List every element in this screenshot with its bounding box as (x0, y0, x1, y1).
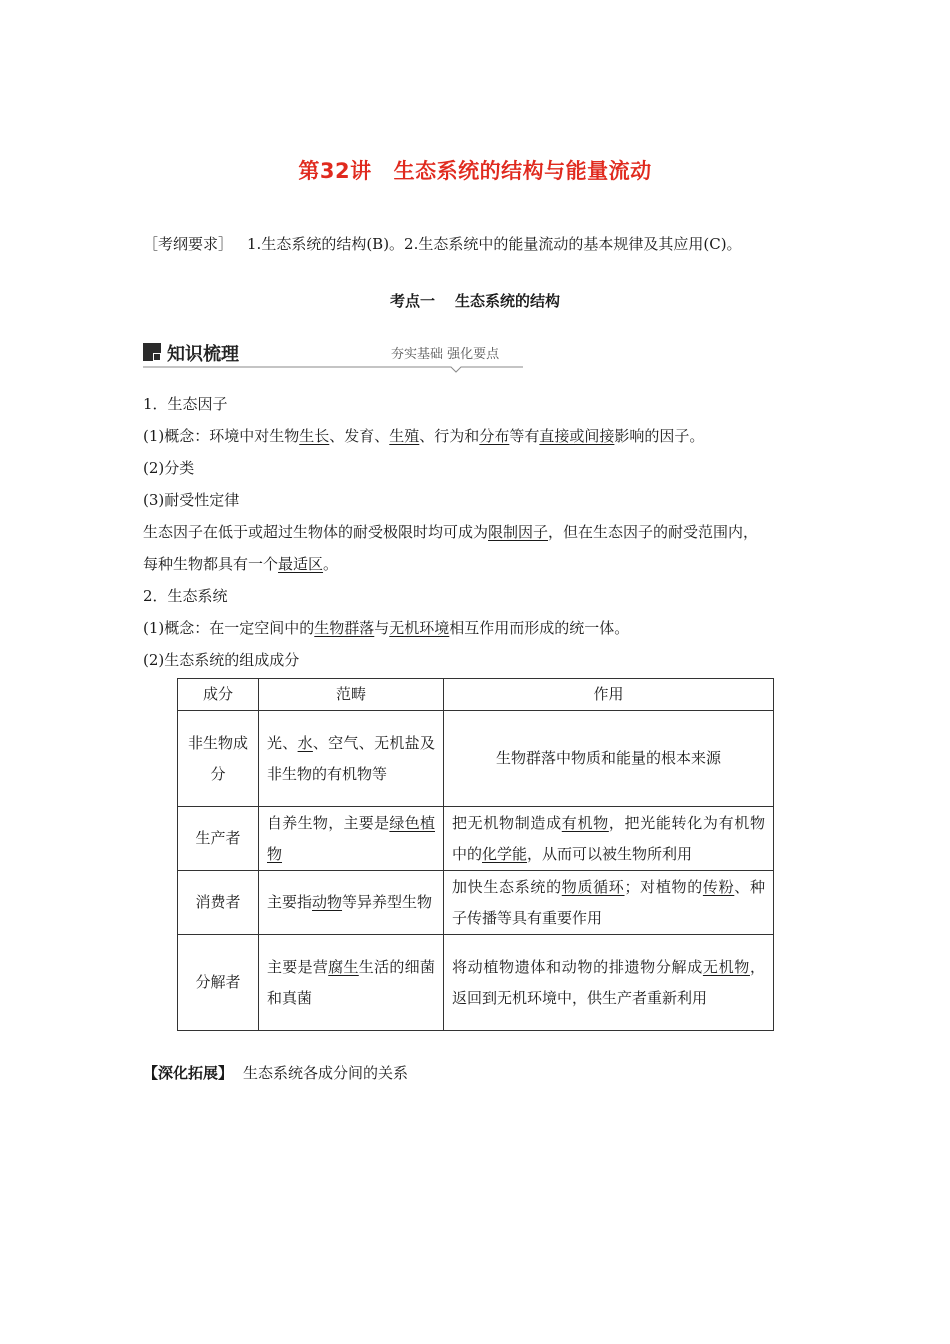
table-row (178, 807, 774, 871)
keyword: 无机物 (702, 957, 750, 976)
deepen-text: 生态系统各成分间的关系 (243, 1064, 409, 1082)
component-role: 生物群落中物质和能量的根本来源 (444, 711, 774, 807)
component-role: 将动植物遗体和动物的排遗物分解成无机物，返回到无机环境中，供生产者重新利用 (444, 935, 774, 1031)
keyword: 生殖 (389, 427, 420, 445)
header-component: 成分 (178, 679, 259, 711)
ecosystem-concept: (1)概念：在一定空间中的生物群落与无机环境相互作用而形成的统一体。 (143, 619, 630, 637)
component-name: 生产者 (178, 807, 259, 871)
header-role: 作用 (444, 679, 774, 711)
exam-requirements (143, 233, 742, 254)
component-name: 消费者 (178, 871, 259, 935)
knowledge-divider (143, 365, 523, 373)
keyword: 动物 (312, 893, 343, 911)
component-scope: 主要是营腐生生活的细菌和真菌 (259, 935, 444, 1031)
table-header-row (178, 679, 774, 711)
keyword: 无机环境 (389, 619, 450, 637)
factors-concept: (1)概念：环境中对生物生长、发育、生殖、行为和分布等有直接或间接影响的因子。 (143, 427, 705, 445)
keyword: 生长 (299, 427, 330, 445)
component-scope: 主要指动物等异养型生物 (259, 871, 444, 935)
component-role: 把无机物制造成有机物，把光能转化为有机物中的化学能，从而可以被生物所利用 (444, 807, 774, 871)
component-scope: 光、水、空气、无机盐及非生物的有机物等 (259, 711, 444, 807)
keyword: 绿色植物 (267, 813, 435, 863)
requirements-label: ［考纲要求］ (143, 235, 234, 253)
section-heading (0, 290, 950, 311)
keyword: 最适区 (278, 555, 324, 573)
keyword: 限制因子 (488, 523, 549, 541)
composition-heading: (2)生态系统的组成成分 (143, 651, 300, 669)
keyword: 生物群落 (314, 619, 375, 637)
keyword: 水 (297, 733, 313, 752)
component-name: 非生物成分 (178, 711, 259, 807)
keyword: 腐生 (328, 957, 359, 976)
keyword: 传粉 (702, 877, 735, 896)
keyword: 直接或间接 (539, 427, 615, 445)
keyword: 有机物 (561, 813, 609, 832)
section-label: 考点一 (389, 292, 435, 310)
tolerance-line-2: 每种生物都具有一个最适区。 (143, 555, 339, 573)
knowledge-subtitle: 夯实基础 强化要点 (391, 347, 500, 362)
tolerance-heading: (3)耐受性定律 (143, 491, 240, 509)
knowledge-title: 知识梳理 (167, 344, 239, 365)
component-role: 加快生态系统的物质循环；对植物的传粉、种子传播等具有重要作用 (444, 871, 774, 935)
keyword: 分布 (479, 427, 510, 445)
component-name: 分解者 (178, 935, 259, 1031)
table-row (178, 711, 774, 807)
section-topic: 生态系统的结构 (455, 292, 561, 310)
deepen-expansion (143, 1062, 408, 1083)
components-table (177, 678, 774, 1031)
table-row (178, 871, 774, 935)
knowledge-bar (143, 340, 523, 372)
deepen-label: 【深化拓展】 (143, 1064, 234, 1082)
lecture-number: 第32讲 (298, 159, 372, 183)
header-scope: 范畴 (259, 679, 444, 711)
component-scope: 自养生物，主要是绿色植物 (259, 807, 444, 871)
requirements-text: 1.生态系统的结构(B)。2.生态系统中的能量流动的基本规律及其应用(C)。 (247, 235, 742, 253)
factors-classify: (2)分类 (143, 459, 195, 477)
tolerance-line-1: 生态因子在低于或超过生物体的耐受极限时均可成为限制因子，但在生态因子的耐受范围内， (143, 523, 759, 541)
lecture-topic: 生态系统的结构与能量流动 (393, 159, 652, 183)
factors-heading: 1．生态因子 (143, 395, 228, 413)
keyword: 化学能 (482, 844, 528, 863)
keyword: 物质循环 (561, 877, 625, 896)
ecosystem-heading: 2．生态系统 (143, 587, 228, 605)
knowledge-square-icon (143, 343, 161, 361)
page-title (0, 155, 950, 185)
table-row (178, 935, 774, 1031)
